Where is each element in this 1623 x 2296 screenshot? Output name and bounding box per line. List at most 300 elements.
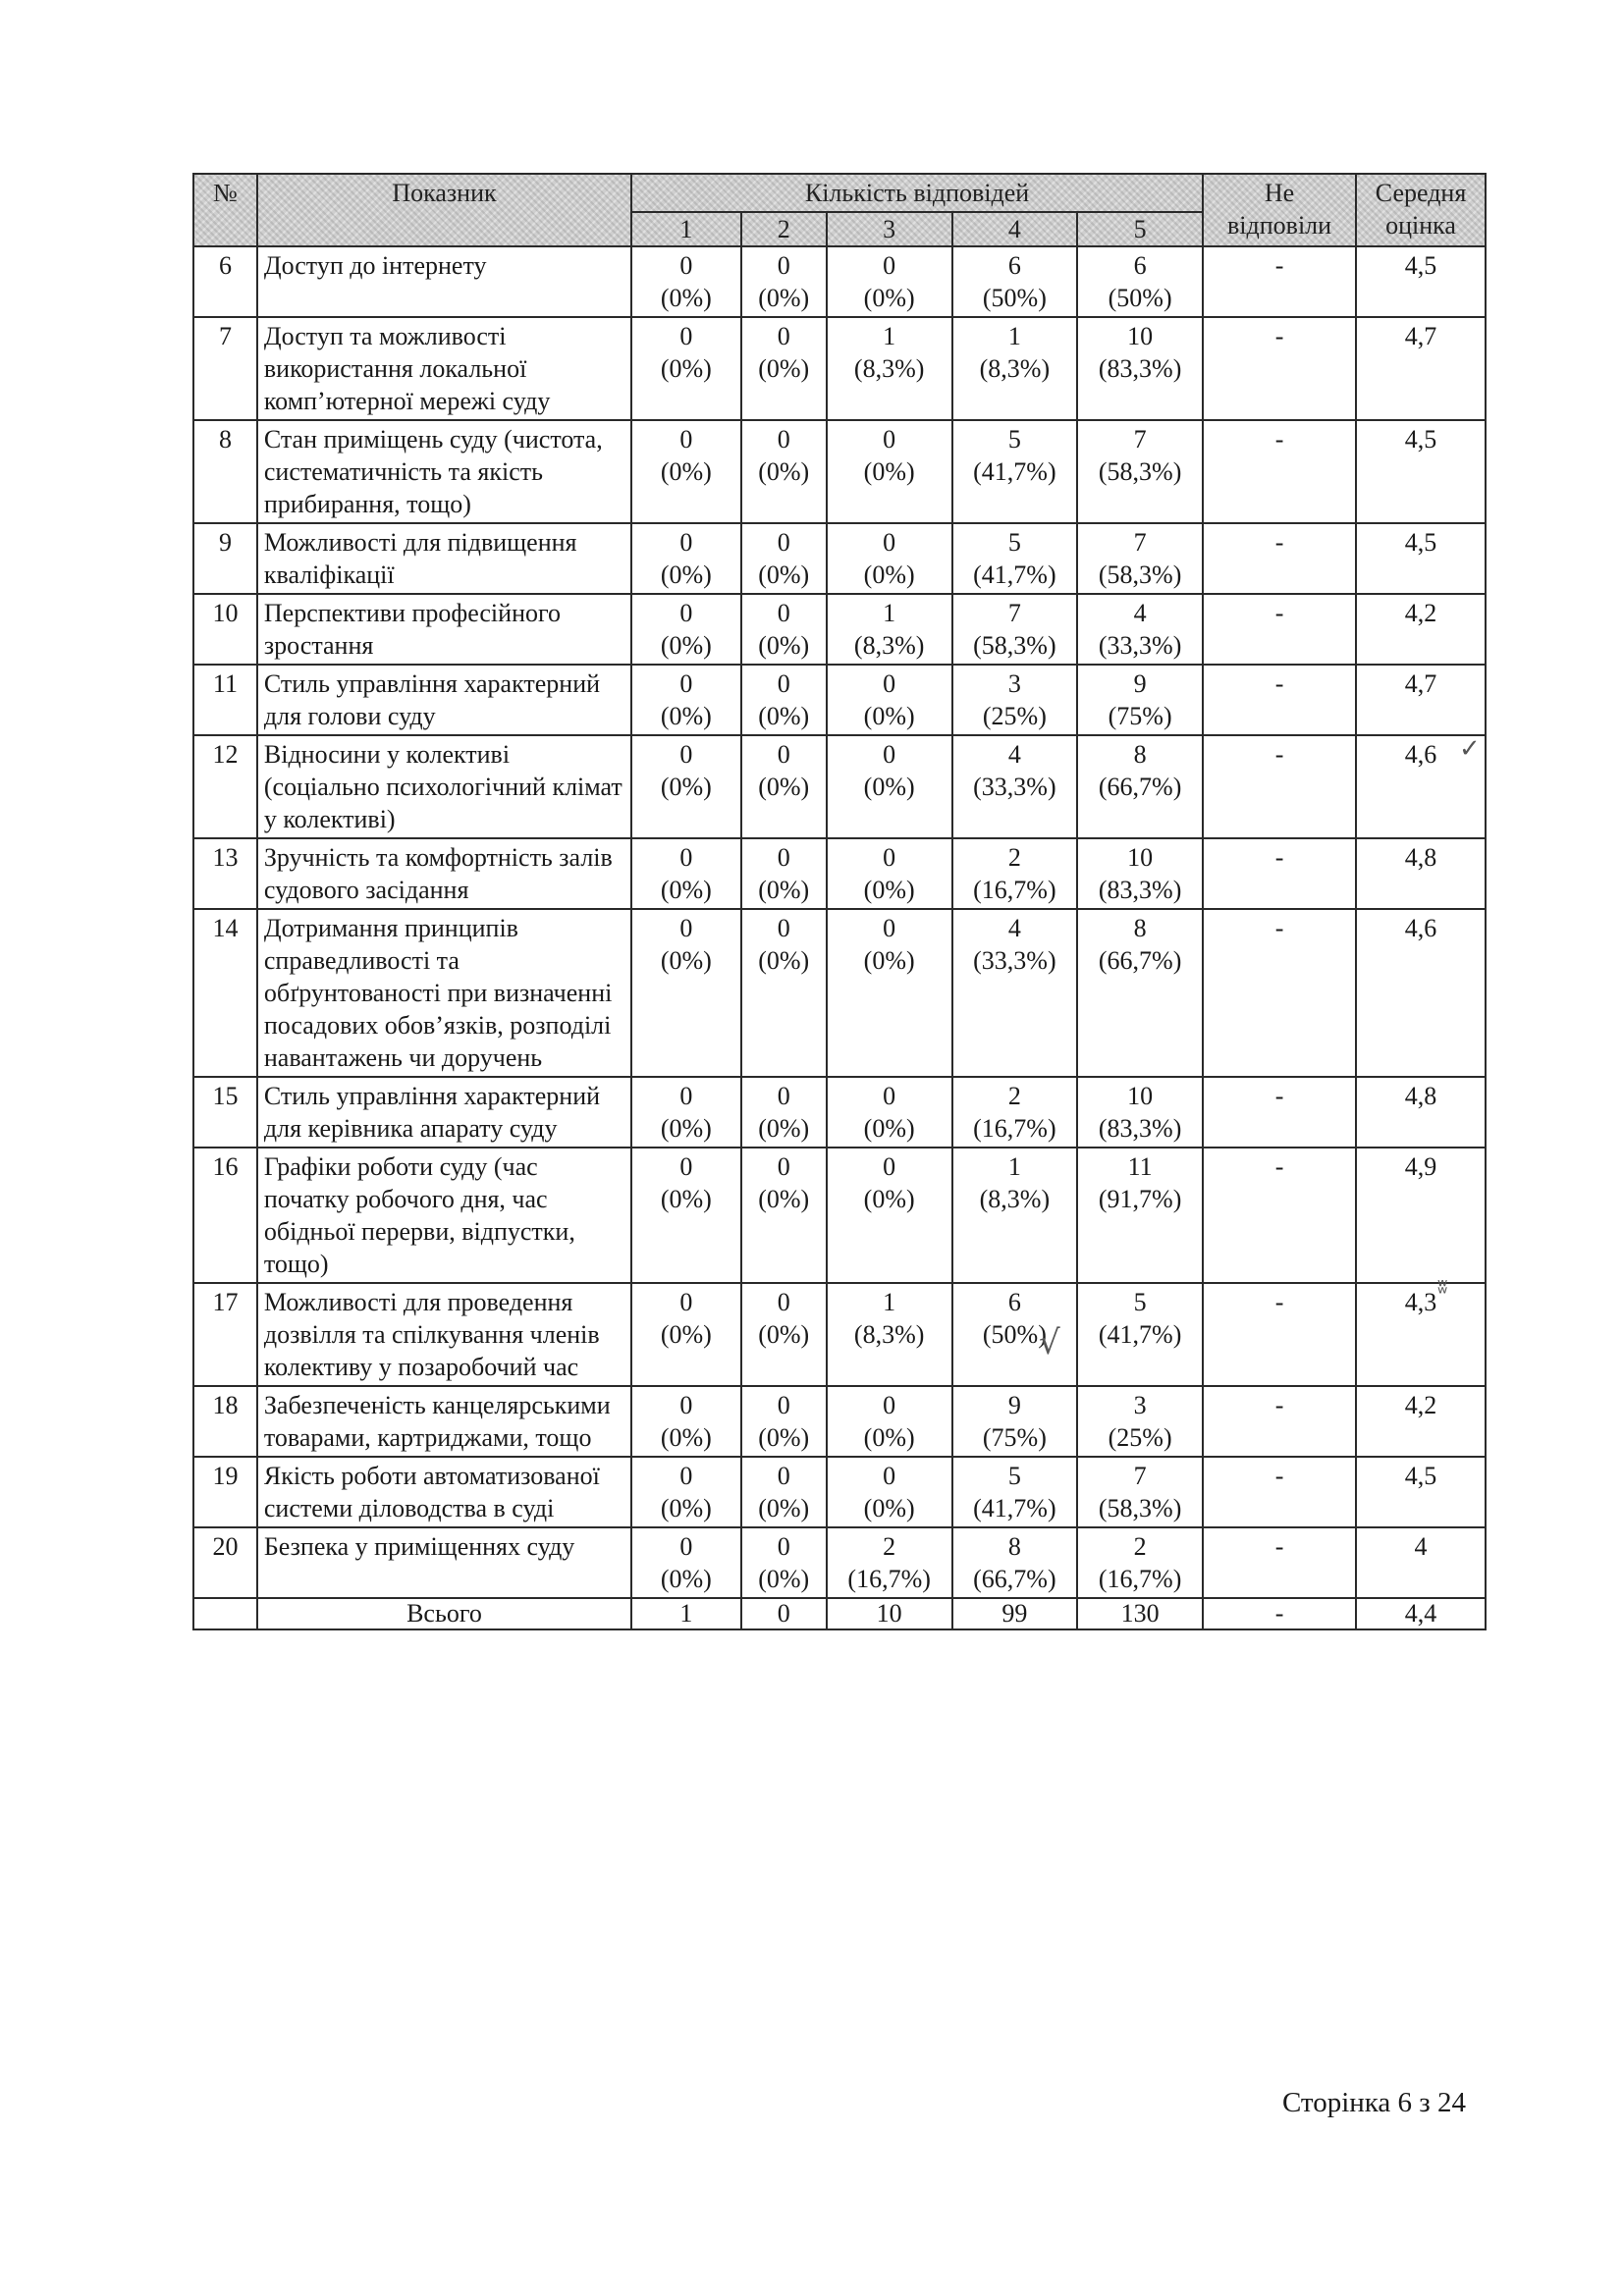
count-value: 8: [1133, 914, 1147, 942]
table-row: [193, 1386, 1486, 1457]
count-level-4: [952, 909, 1078, 1077]
count-level-1: [631, 1283, 741, 1386]
count-value: 1: [883, 1288, 896, 1316]
header-level-5: 5: [1077, 212, 1203, 246]
count-value: 0: [777, 528, 790, 557]
count-percent: (50%): [1108, 284, 1172, 312]
count-level-4: [952, 1527, 1078, 1598]
count-value: 0: [777, 1462, 790, 1490]
count-percent: (0%): [660, 457, 712, 486]
row-number: 6: [193, 246, 257, 317]
count-level-4: [952, 317, 1078, 420]
table-row: [193, 317, 1486, 420]
count-percent: (33,3%): [973, 773, 1056, 801]
count-level-4: [952, 420, 1078, 523]
row-no-answer: -: [1203, 1386, 1356, 1457]
count-level-2: [741, 594, 827, 665]
row-indicator: Можливості для проведення дозвілля та спілкування членів колективу у позаробочий час: [257, 1283, 631, 1386]
count-percent: (0%): [758, 631, 810, 660]
count-value: 10: [1127, 1082, 1154, 1110]
row-number: 15: [193, 1077, 257, 1148]
count-percent: (0%): [660, 1423, 712, 1452]
count-level-3: [827, 1283, 952, 1386]
count-percent: (0%): [660, 1185, 712, 1213]
count-value: 0: [679, 1288, 693, 1316]
table-row: [193, 1457, 1486, 1527]
count-value: 10: [1127, 322, 1154, 350]
row-indicator: Перспективи професійного зростання: [257, 594, 631, 665]
total-num-cell: [193, 1598, 257, 1629]
row-average: 4,6: [1356, 735, 1486, 838]
count-value: 0: [883, 843, 896, 872]
count-level-5: [1077, 909, 1203, 1077]
count-level-5: [1077, 1386, 1203, 1457]
row-number: 12: [193, 735, 257, 838]
count-percent: (41,7%): [973, 1494, 1056, 1522]
row-number: 11: [193, 665, 257, 735]
count-level-3: [827, 838, 952, 909]
count-level-4: [952, 1148, 1078, 1283]
count-percent: (0%): [660, 702, 712, 730]
header-average: Середня оцінка: [1356, 174, 1486, 246]
count-percent: (0%): [758, 702, 810, 730]
count-value: 0: [679, 843, 693, 872]
count-level-4: [952, 1457, 1078, 1527]
count-value: 9: [1007, 1391, 1021, 1419]
count-value: 4: [1133, 599, 1147, 627]
count-value: 9: [1133, 669, 1147, 698]
row-indicator: Доступ та можливості використання локальної комп’ютерної мережі суду: [257, 317, 631, 420]
row-no-answer: -: [1203, 523, 1356, 594]
count-value: 0: [883, 1462, 896, 1490]
count-value: 0: [883, 740, 896, 769]
header-no-answer: Не відповіли: [1203, 174, 1356, 246]
count-percent: (16,7%): [1098, 1565, 1182, 1593]
count-level-1: [631, 838, 741, 909]
count-percent: (8,3%): [979, 1185, 1051, 1213]
count-value: 0: [777, 1152, 790, 1181]
row-indicator: Дотримання принципів справедливості та обґрунтованості при визначенні посадових обов’язків, розподілі навантажень чи доручень: [257, 909, 631, 1077]
count-percent: (0%): [758, 773, 810, 801]
count-level-1: [631, 1077, 741, 1148]
row-number: 10: [193, 594, 257, 665]
row-no-answer: -: [1203, 594, 1356, 665]
table-row: [193, 838, 1486, 909]
count-percent: (0%): [758, 1114, 810, 1143]
row-average: 4,7: [1356, 317, 1486, 420]
total-no-answer: -: [1203, 1598, 1356, 1629]
row-indicator: Можливості для підвищення кваліфікації: [257, 523, 631, 594]
count-percent: (41,7%): [973, 457, 1056, 486]
count-percent: (8,3%): [853, 354, 925, 383]
count-value: 4: [1007, 740, 1021, 769]
count-level-2: [741, 1077, 827, 1148]
count-percent: (16,7%): [973, 1114, 1056, 1143]
count-percent: (0%): [863, 1185, 915, 1213]
total-row: [193, 1598, 1486, 1629]
header-level-1: 1: [631, 212, 741, 246]
count-level-5: [1077, 1283, 1203, 1386]
count-percent: (0%): [863, 946, 915, 975]
count-value: 0: [883, 1391, 896, 1419]
count-level-5: [1077, 317, 1203, 420]
row-average: 4,2: [1356, 1386, 1486, 1457]
count-level-1: [631, 735, 741, 838]
row-average: 4,5: [1356, 523, 1486, 594]
count-value: 7: [1133, 425, 1147, 454]
row-indicator: Стан приміщень суду (чистота, систематичність та якість прибирання, тощо): [257, 420, 631, 523]
count-percent: (75%): [982, 1423, 1047, 1452]
count-percent: (41,7%): [973, 561, 1056, 589]
count-percent: (8,3%): [979, 354, 1051, 383]
count-level-1: [631, 317, 741, 420]
count-percent: (0%): [758, 1423, 810, 1452]
count-value: 5: [1007, 528, 1021, 557]
count-value: 3: [1007, 669, 1021, 698]
count-percent: (66,7%): [1098, 946, 1182, 975]
count-value: 0: [777, 599, 790, 627]
count-value: 11: [1127, 1152, 1153, 1181]
count-level-1: [631, 420, 741, 523]
count-level-5: [1077, 1077, 1203, 1148]
count-percent: (0%): [660, 773, 712, 801]
count-level-3: [827, 735, 952, 838]
count-value: 0: [679, 1532, 693, 1561]
count-level-5: [1077, 420, 1203, 523]
count-level-5: [1077, 735, 1203, 838]
count-value: 0: [777, 1391, 790, 1419]
count-percent: (58,3%): [1098, 1494, 1182, 1522]
count-level-1: [631, 1386, 741, 1457]
count-level-1: [631, 523, 741, 594]
count-value: 2: [883, 1532, 896, 1561]
count-percent: (83,3%): [1098, 876, 1182, 904]
total-count-5: 130: [1077, 1598, 1203, 1629]
header-responses: Кількість відповідей: [631, 174, 1203, 212]
row-indicator: Безпека у приміщеннях суду: [257, 1527, 631, 1598]
count-percent: (58,3%): [973, 631, 1056, 660]
count-value: 0: [679, 669, 693, 698]
count-value: 10: [1127, 843, 1154, 872]
header-level-4: 4: [952, 212, 1078, 246]
count-value: 0: [883, 669, 896, 698]
row-indicator: Стиль управління характерний для керівника апарату суду: [257, 1077, 631, 1148]
row-no-answer: -: [1203, 909, 1356, 1077]
survey-results-table: [192, 173, 1487, 1630]
count-percent: (25%): [1108, 1423, 1172, 1452]
header-row-top: [193, 174, 1486, 212]
count-value: 1: [1007, 322, 1021, 350]
row-no-answer: -: [1203, 665, 1356, 735]
count-level-2: [741, 838, 827, 909]
row-no-answer: -: [1203, 1457, 1356, 1527]
handwritten-check-mark-icon: √: [1039, 1323, 1060, 1362]
count-percent: (66,7%): [973, 1565, 1056, 1593]
count-percent: (0%): [660, 354, 712, 383]
count-level-4: [952, 523, 1078, 594]
count-percent: (58,3%): [1098, 561, 1182, 589]
row-indicator: Графіки роботи суду (час початку робочого дня, час обідньої перерви, відпустки, тощо): [257, 1148, 631, 1283]
row-indicator: Якість роботи автоматизованої системи діловодства в суді: [257, 1457, 631, 1527]
row-average: 4,8: [1356, 838, 1486, 909]
row-average: 4,5: [1356, 1457, 1486, 1527]
table-row: [193, 909, 1486, 1077]
count-percent: (0%): [758, 1185, 810, 1213]
count-level-5: [1077, 523, 1203, 594]
count-percent: (0%): [863, 457, 915, 486]
count-percent: (33,3%): [973, 946, 1056, 975]
row-number: 7: [193, 317, 257, 420]
count-value: 2: [1007, 843, 1021, 872]
count-level-4: [952, 246, 1078, 317]
count-percent: (0%): [758, 1494, 810, 1522]
count-value: 0: [679, 1152, 693, 1181]
table-row: [193, 523, 1486, 594]
count-percent: (0%): [758, 457, 810, 486]
count-value: 7: [1133, 528, 1147, 557]
count-level-2: [741, 420, 827, 523]
count-level-2: [741, 665, 827, 735]
count-value: 3: [1133, 1391, 1147, 1419]
row-average: 4,5: [1356, 246, 1486, 317]
count-percent: (0%): [758, 876, 810, 904]
count-level-1: [631, 594, 741, 665]
count-value: 0: [777, 843, 790, 872]
count-value: 1: [883, 322, 896, 350]
row-number: 17: [193, 1283, 257, 1386]
count-level-3: [827, 594, 952, 665]
row-number: 16: [193, 1148, 257, 1283]
count-level-1: [631, 1148, 741, 1283]
count-level-1: [631, 246, 741, 317]
count-percent: (0%): [863, 561, 915, 589]
count-percent: (50%): [982, 284, 1047, 312]
count-level-1: [631, 909, 741, 1077]
count-value: 0: [883, 528, 896, 557]
count-percent: (0%): [758, 1565, 810, 1593]
count-percent: (0%): [863, 284, 915, 312]
count-percent: (16,7%): [973, 876, 1056, 904]
header-level-2: 2: [741, 212, 827, 246]
table-row: [193, 1527, 1486, 1598]
count-level-4: [952, 1077, 1078, 1148]
count-value: 0: [679, 251, 693, 280]
count-percent: (0%): [660, 284, 712, 312]
count-level-4: [952, 735, 1078, 838]
table-row: [193, 1077, 1486, 1148]
count-percent: (75%): [1108, 702, 1172, 730]
count-level-4: [952, 594, 1078, 665]
row-no-answer: -: [1203, 735, 1356, 838]
row-number: 18: [193, 1386, 257, 1457]
count-level-2: [741, 317, 827, 420]
row-number: 20: [193, 1527, 257, 1598]
total-count-1: 1: [631, 1598, 741, 1629]
count-percent: (0%): [758, 946, 810, 975]
row-no-answer: -: [1203, 246, 1356, 317]
count-level-4: [952, 665, 1078, 735]
count-value: 2: [1007, 1082, 1021, 1110]
count-value: 0: [883, 251, 896, 280]
count-value: 7: [1133, 1462, 1147, 1490]
count-level-3: [827, 523, 952, 594]
count-level-5: [1077, 246, 1203, 317]
count-level-2: [741, 909, 827, 1077]
row-indicator: Відносини у колективі (соціально психологічний клімат у колективі): [257, 735, 631, 838]
row-no-answer: -: [1203, 1148, 1356, 1283]
count-value: 0: [777, 740, 790, 769]
count-percent: (0%): [863, 1494, 915, 1522]
count-percent: (0%): [863, 773, 915, 801]
count-value: 0: [777, 251, 790, 280]
count-percent: (0%): [758, 354, 810, 383]
row-average: 4,3: [1356, 1283, 1486, 1386]
count-percent: (0%): [660, 946, 712, 975]
total-label: Всього: [257, 1598, 631, 1629]
count-value: 0: [777, 1532, 790, 1561]
total-count-2: 0: [741, 1598, 827, 1629]
count-value: 5: [1007, 1462, 1021, 1490]
count-level-5: [1077, 1148, 1203, 1283]
row-number: 19: [193, 1457, 257, 1527]
count-percent: (0%): [758, 284, 810, 312]
count-percent: (0%): [660, 1114, 712, 1143]
count-value: 0: [679, 528, 693, 557]
row-average: 4,8: [1356, 1077, 1486, 1148]
count-level-3: [827, 909, 952, 1077]
row-indicator: Стиль управління характерний для голови суду: [257, 665, 631, 735]
count-value: 6: [1133, 251, 1147, 280]
count-value: 0: [679, 740, 693, 769]
table-row: [193, 246, 1486, 317]
row-average: 4: [1356, 1527, 1486, 1598]
count-percent: (50%): [982, 1320, 1047, 1349]
count-percent: (0%): [863, 1114, 915, 1143]
row-number: 8: [193, 420, 257, 523]
row-no-answer: -: [1203, 1077, 1356, 1148]
count-value: 0: [679, 425, 693, 454]
header-indicator: Показник: [257, 174, 631, 246]
count-level-2: [741, 1386, 827, 1457]
count-level-3: [827, 1077, 952, 1148]
count-value: 0: [777, 322, 790, 350]
count-level-2: [741, 735, 827, 838]
count-percent: (0%): [660, 561, 712, 589]
count-percent: (0%): [660, 1565, 712, 1593]
count-level-5: [1077, 594, 1203, 665]
count-value: 0: [883, 1152, 896, 1181]
count-percent: (0%): [863, 876, 915, 904]
handwritten-check-mark-icon: ʬ: [1437, 1274, 1448, 1298]
count-percent: (0%): [758, 1320, 810, 1349]
count-level-3: [827, 246, 952, 317]
count-value: 8: [1007, 1532, 1021, 1561]
count-percent: (8,3%): [853, 1320, 925, 1349]
count-value: 0: [777, 1082, 790, 1110]
header-number: №: [193, 174, 257, 246]
handwritten-check-mark-icon: ✓: [1459, 734, 1481, 764]
count-value: 2: [1133, 1532, 1147, 1561]
count-value: 0: [679, 1462, 693, 1490]
count-value: 7: [1007, 599, 1021, 627]
count-value: 6: [1007, 1288, 1021, 1316]
count-percent: (16,7%): [847, 1565, 931, 1593]
table-row: [193, 665, 1486, 735]
count-level-2: [741, 1283, 827, 1386]
table-row: [193, 594, 1486, 665]
count-percent: (0%): [758, 561, 810, 589]
count-level-2: [741, 1527, 827, 1598]
count-level-4: [952, 1386, 1078, 1457]
count-level-3: [827, 1386, 952, 1457]
count-value: 0: [679, 914, 693, 942]
count-percent: (8,3%): [853, 631, 925, 660]
count-value: 5: [1133, 1288, 1147, 1316]
count-level-2: [741, 1148, 827, 1283]
row-indicator: Зручність та комфортність залів судового засідання: [257, 838, 631, 909]
table-row: [193, 1283, 1486, 1386]
row-no-answer: -: [1203, 1527, 1356, 1598]
count-value: 8: [1133, 740, 1147, 769]
count-percent: (0%): [660, 631, 712, 660]
count-value: 0: [777, 425, 790, 454]
count-level-4: [952, 838, 1078, 909]
page-number: Сторінка 6 з 24: [1281, 2087, 1466, 2118]
count-value: 0: [883, 425, 896, 454]
count-value: 5: [1007, 425, 1021, 454]
count-value: 6: [1007, 251, 1021, 280]
count-value: 0: [777, 1288, 790, 1316]
count-value: 0: [777, 669, 790, 698]
row-no-answer: -: [1203, 1283, 1356, 1386]
count-level-5: [1077, 838, 1203, 909]
row-average: 4,2: [1356, 594, 1486, 665]
count-value: 0: [777, 914, 790, 942]
count-level-5: [1077, 1457, 1203, 1527]
count-percent: (66,7%): [1098, 773, 1182, 801]
count-percent: (91,7%): [1098, 1185, 1182, 1213]
count-value: 1: [1007, 1152, 1021, 1181]
total-count-4: 99: [952, 1598, 1078, 1629]
count-value: 0: [883, 1082, 896, 1110]
count-value: 1: [883, 599, 896, 627]
row-average: 4,6: [1356, 909, 1486, 1077]
count-percent: (0%): [660, 1320, 712, 1349]
count-value: 0: [679, 322, 693, 350]
row-number: 14: [193, 909, 257, 1077]
row-no-answer: -: [1203, 838, 1356, 909]
row-no-answer: -: [1203, 317, 1356, 420]
count-level-2: [741, 246, 827, 317]
count-percent: (0%): [660, 876, 712, 904]
count-percent: (83,3%): [1098, 354, 1182, 383]
count-percent: (25%): [982, 702, 1047, 730]
row-number: 13: [193, 838, 257, 909]
count-level-3: [827, 1527, 952, 1598]
count-percent: (33,3%): [1098, 631, 1182, 660]
table-row: [193, 1148, 1486, 1283]
table-row: [193, 735, 1486, 838]
count-level-1: [631, 665, 741, 735]
count-value: 0: [679, 599, 693, 627]
row-average: 4,5: [1356, 420, 1486, 523]
row-indicator: Забезпеченість канцелярськими товарами, картриджами, тощо: [257, 1386, 631, 1457]
row-number: 9: [193, 523, 257, 594]
row-no-answer: -: [1203, 420, 1356, 523]
count-level-3: [827, 1148, 952, 1283]
count-level-2: [741, 1457, 827, 1527]
count-level-3: [827, 317, 952, 420]
